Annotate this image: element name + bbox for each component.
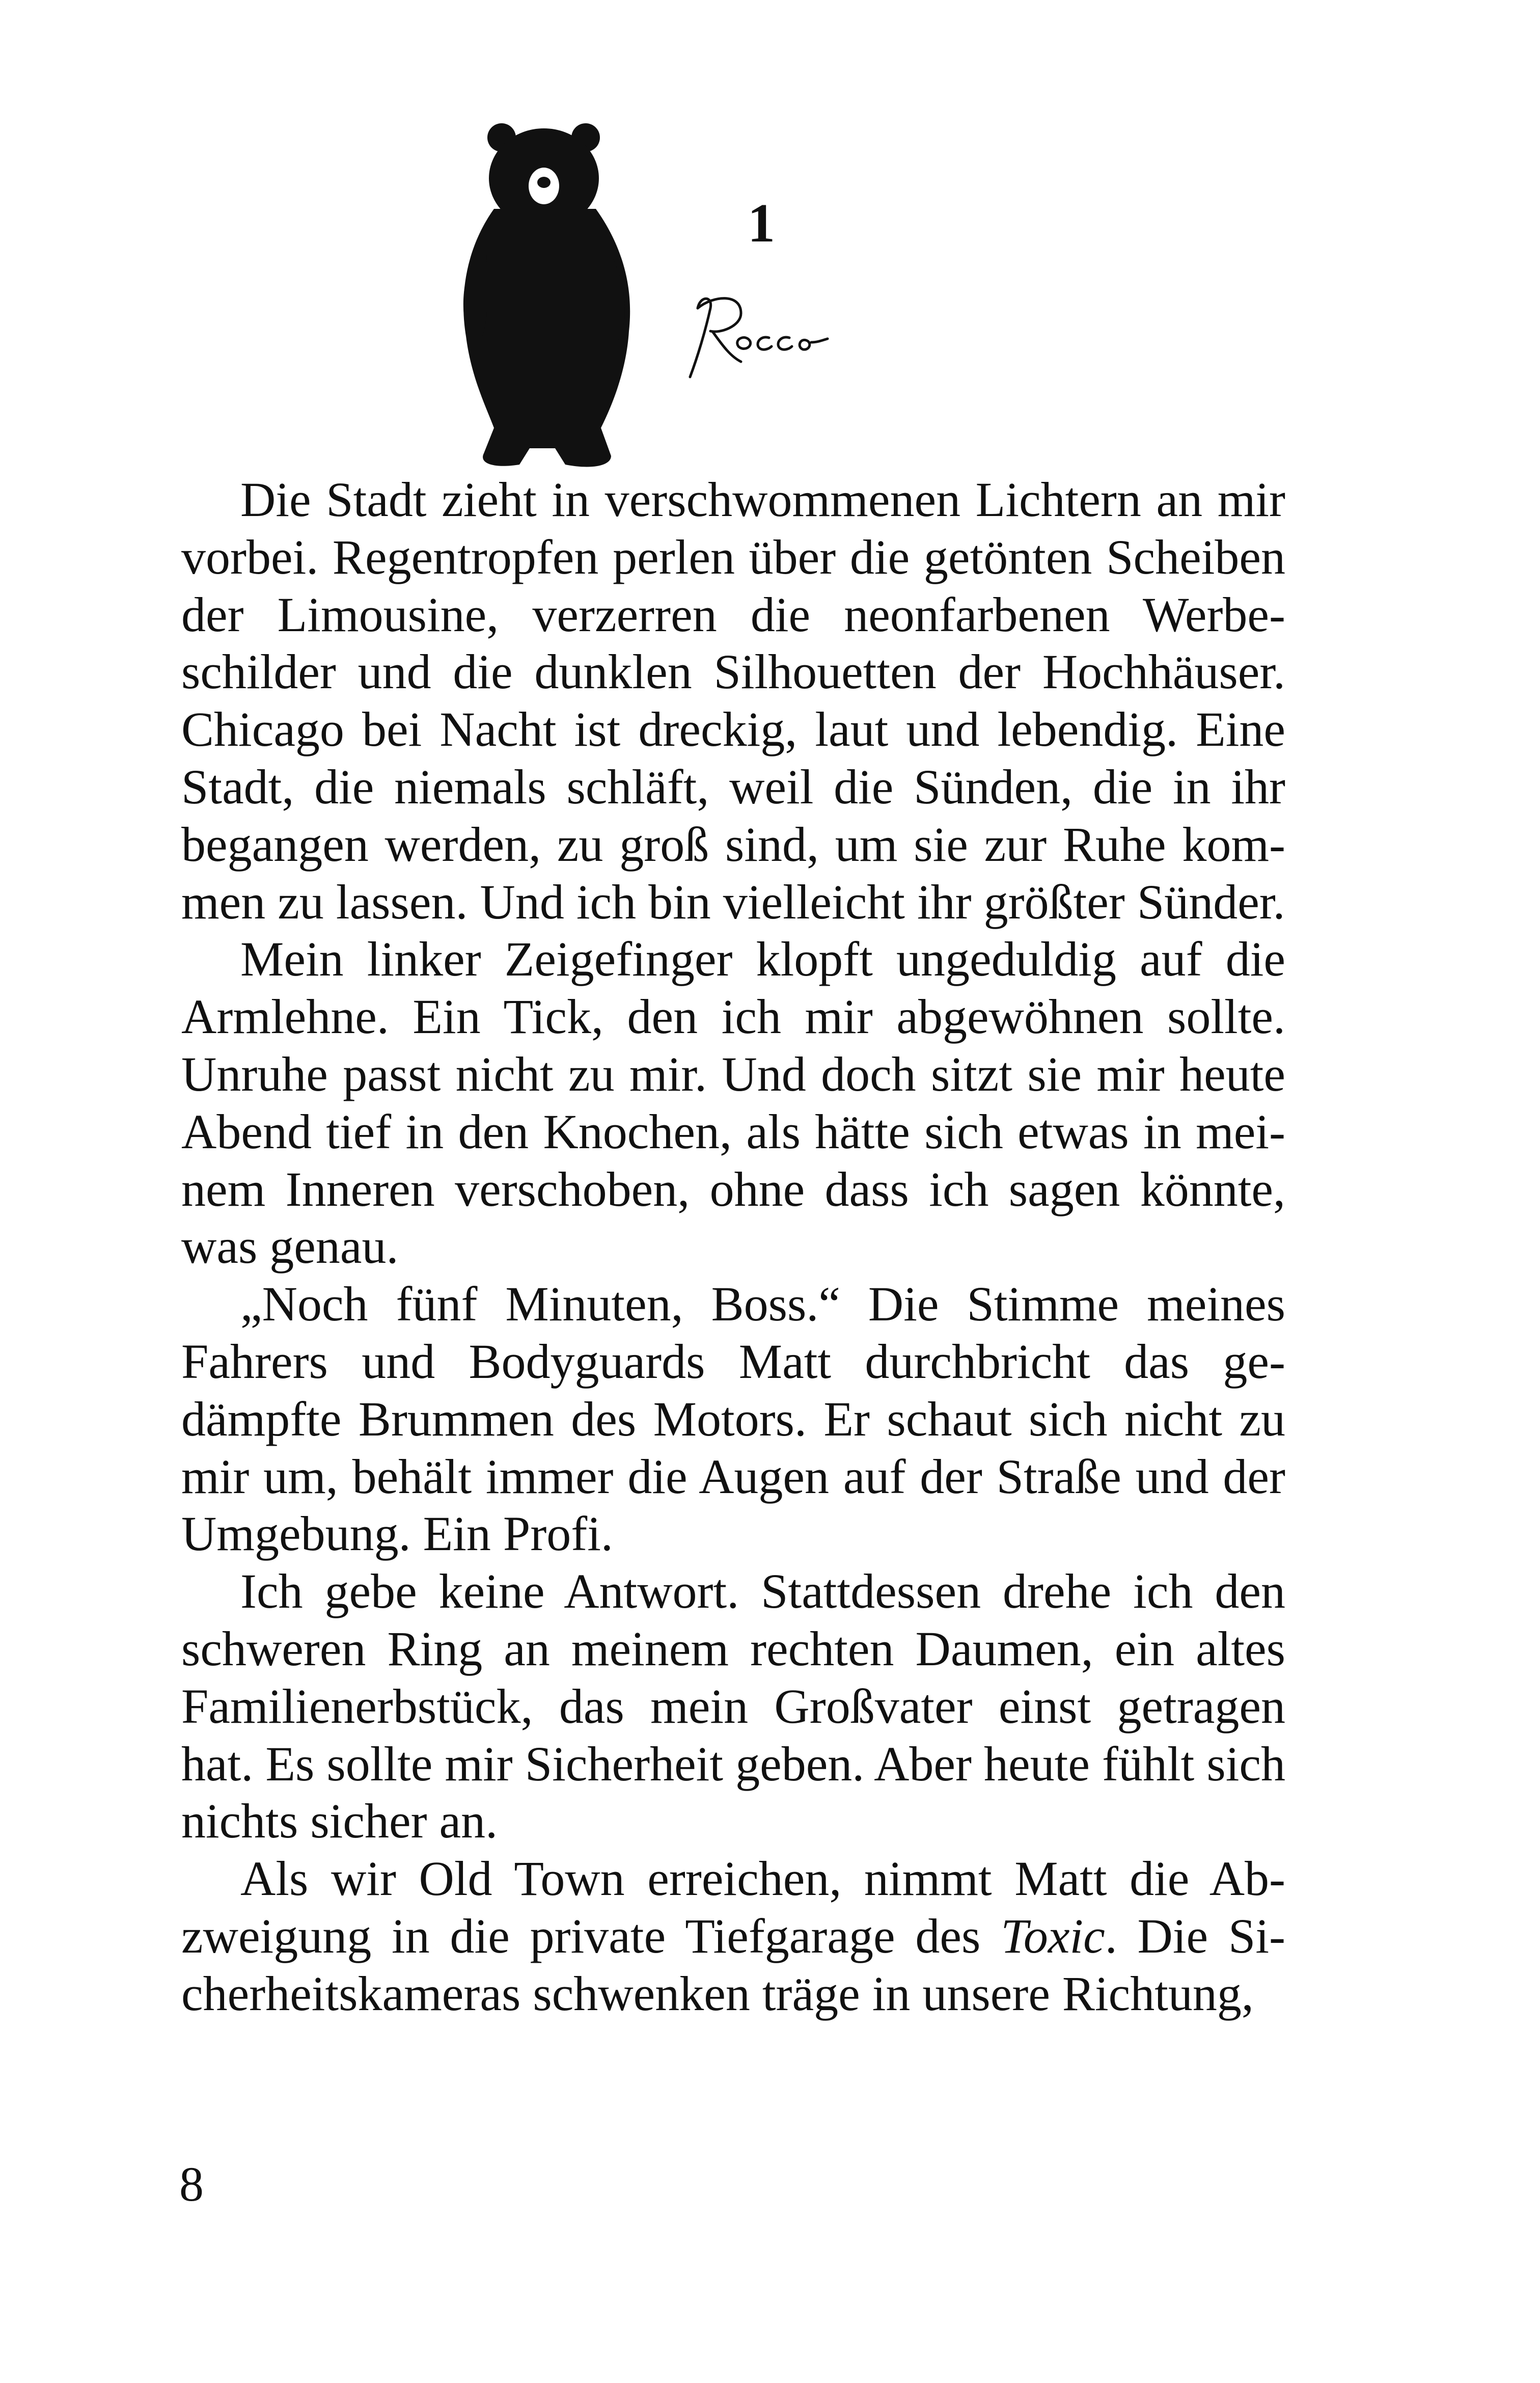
paragraph-text: . Die Sicherheitskameras schwenken träge in unsere Richtung, — [181, 1908, 1286, 2021]
club-name: Toxic — [1001, 1908, 1105, 1963]
bear-silhouette-icon — [458, 122, 652, 469]
chapter-body-text — [181, 471, 1285, 2023]
page-number: 8 — [179, 2157, 204, 2211]
paragraph: Die Stadt zieht in verschwommenen Lichtern an mir vorbei. Regentropfen perlen über die getönten Scheiben der Limousine, verzerren die neonfarbenen Werbeschilder und die dunklen Silhouetten der Hochhäuser. Chicago bei Nacht ist dreckig, laut und lebendig. Eine Stadt, die niemals schläft, weil die Sünden, die in ihr begangen werden, zu groß sind, um sie zur Ruhe kommen zu lassen. Und ich bin vielleicht ihr größter Sünder. — [181, 472, 1285, 929]
paragraph — [181, 1850, 1285, 2022]
chapter-number: 1 — [748, 193, 775, 254]
paragraph: Mein linker Zeigefinger klopft ungeduldig auf die Armlehne. Ein Tick, den ich mir abgewöhnen sollte. Unruhe passt nicht zu mir. Und doch sitzt sie mir heute Abend tief in den Knochen, als hätte sich etwas in meinem Inneren verschoben, ohne dass ich sagen könnte, was genau. — [181, 932, 1285, 1274]
paragraph: „Noch fünf Minuten, Boss.“ Die Stimme meines Fahrers und Bodyguards Matt durchbricht das gedämpfte Brummen des Motors. Er schaut sich nicht zu mir um, behält immer die Augen auf der Straße und der Umgebung. Ein Profi. — [181, 1277, 1285, 1561]
paragraph-text: Als wir Old Town erreichen, nimmt Matt die Abzweigung in die private Tiefgarage des — [181, 1851, 1285, 1963]
chapter-name-signature — [670, 285, 833, 387]
paragraph: Ich gebe keine Antwort. Stattdessen drehe ich den schweren Ring an meinem rechten Daumen, ein altes Familienerbstück, das mein Großvater einst getragen hat. Es sollte mir Sicherheit geben. Aber heute fühlt sich nichts sicher an. — [181, 1564, 1285, 1849]
